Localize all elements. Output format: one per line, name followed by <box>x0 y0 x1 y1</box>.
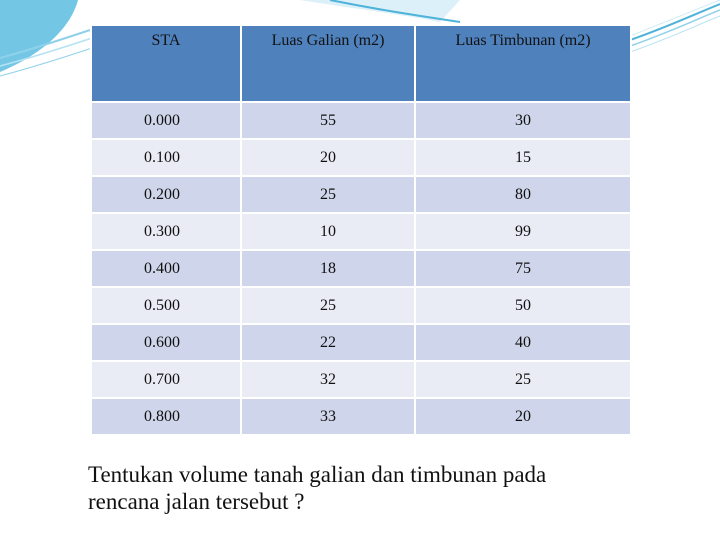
header-sta: STA <box>91 25 241 102</box>
cell-luas-galian: 55 <box>241 102 415 139</box>
question-text <box>88 461 688 515</box>
cell-luas-timbunan: 75 <box>415 250 631 287</box>
cell-sta: 0.500 <box>91 287 241 324</box>
cell-luas-galian: 25 <box>241 176 415 213</box>
header-luas-timbunan: Luas Timbunan (m2) <box>415 25 631 102</box>
cell-luas-timbunan: 99 <box>415 213 631 250</box>
cell-luas-timbunan: 30 <box>415 102 631 139</box>
cell-sta: 0.200 <box>91 176 241 213</box>
table-row <box>91 102 631 139</box>
cell-luas-galian: 33 <box>241 398 415 435</box>
question-line-2: rencana jalan tersebut ? <box>88 489 305 514</box>
cell-sta: 0.300 <box>91 213 241 250</box>
table-row <box>91 324 631 361</box>
cell-luas-timbunan: 50 <box>415 287 631 324</box>
table-header-row <box>91 25 631 102</box>
cell-luas-timbunan: 80 <box>415 176 631 213</box>
cell-luas-galian: 25 <box>241 287 415 324</box>
sta-area-table <box>90 24 632 436</box>
cell-luas-galian: 10 <box>241 213 415 250</box>
table-row <box>91 287 631 324</box>
cell-sta: 0.600 <box>91 324 241 361</box>
cell-sta: 0.400 <box>91 250 241 287</box>
cell-luas-galian: 32 <box>241 361 415 398</box>
table-row <box>91 139 631 176</box>
table-row <box>91 398 631 435</box>
cell-luas-galian: 22 <box>241 324 415 361</box>
table-row <box>91 250 631 287</box>
cell-luas-galian: 20 <box>241 139 415 176</box>
cell-luas-timbunan: 20 <box>415 398 631 435</box>
question-line-1: Tentukan volume tanah galian dan timbunan pada <box>88 462 547 487</box>
table-row <box>91 361 631 398</box>
cell-luas-timbunan: 15 <box>415 139 631 176</box>
cell-luas-galian: 18 <box>241 250 415 287</box>
cell-sta: 0.000 <box>91 102 241 139</box>
header-luas-galian: Luas Galian (m2) <box>241 25 415 102</box>
table-row <box>91 213 631 250</box>
cell-sta: 0.100 <box>91 139 241 176</box>
cell-sta: 0.800 <box>91 398 241 435</box>
data-table-container <box>90 24 630 436</box>
cell-luas-timbunan: 25 <box>415 361 631 398</box>
cell-luas-timbunan: 40 <box>415 324 631 361</box>
cell-sta: 0.700 <box>91 361 241 398</box>
table-row <box>91 176 631 213</box>
